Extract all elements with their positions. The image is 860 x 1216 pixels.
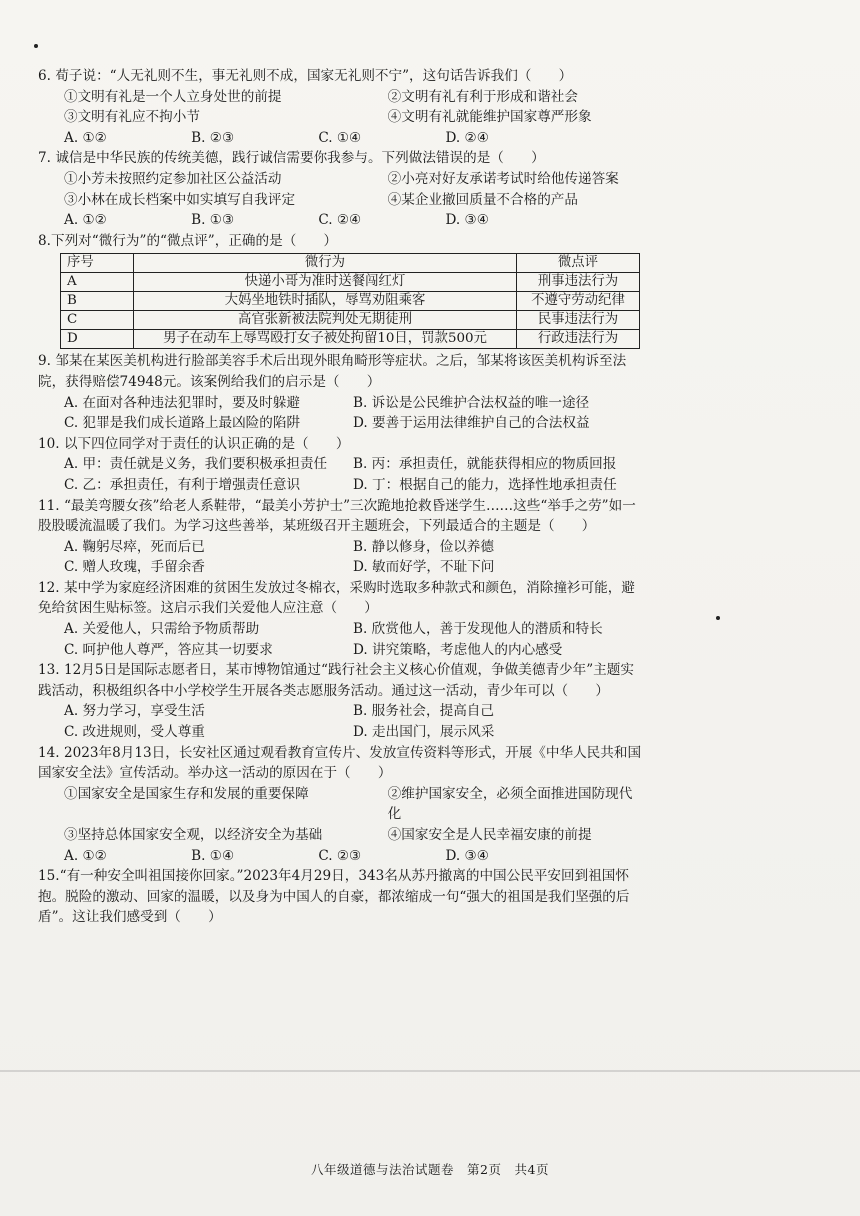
micro-behavior-table — [60, 253, 640, 349]
question-6 — [38, 66, 642, 148]
statement: ④文明有礼就能维护国家尊严形象 — [387, 109, 592, 126]
statement: ①小芳未按照约定参加社区公益活动 — [64, 170, 282, 187]
statement: ④某企业撤回质量不合格的产品 — [387, 191, 578, 208]
option-c: C. 赠人玫瑰，手留余香 — [64, 559, 205, 576]
question-9 — [38, 351, 642, 433]
statement: ③文明有礼应不拘小节 — [64, 109, 200, 126]
statement: ②小亮对好友承诺考试时给他传递答案 — [387, 170, 619, 187]
scan-speck — [716, 616, 720, 620]
question-12 — [38, 578, 642, 660]
statement: ②文明有礼有利于形成和谐社会 — [387, 88, 578, 105]
question-11 — [38, 496, 642, 578]
question-13 — [38, 660, 642, 742]
table-cell: 民事违法行为 — [517, 311, 640, 330]
table-row — [61, 330, 640, 349]
option-c: C. ②③ — [318, 847, 362, 864]
table-cell: 大妈坐地铁时插队，辱骂劝阻乘客 — [134, 292, 517, 311]
table-header-row — [61, 254, 640, 273]
scan-speck — [34, 44, 38, 48]
statement: ③小林在成长档案中如实填写自我评定 — [64, 191, 296, 208]
table-row — [61, 273, 640, 292]
statement: ④国家安全是人民幸福安康的前提 — [387, 827, 592, 843]
option-b: B. 静以修身，俭以养德 — [353, 538, 494, 555]
option-b: B. ②③ — [191, 129, 235, 146]
statement: ③坚持总体国家安全观，以经济安全为基础 — [64, 827, 323, 843]
question-stem: 6. 荀子说：“人无礼则不生，事无礼则不成，国家无礼则不宁”，这句话告诉我们（ ） — [38, 68, 573, 84]
table-header: 序号 — [61, 254, 134, 273]
table-cell: C — [61, 311, 134, 330]
question-10 — [38, 434, 642, 496]
question-7 — [38, 148, 642, 230]
option-a: A. 甲：责任就是义务，我们要积极承担责任 — [64, 456, 328, 473]
option-d: D. 要善于运用法律维护自己的合法权益 — [353, 415, 590, 432]
option-a: A. 关爱他人，只需给予物质帮助 — [64, 621, 260, 638]
question-stem: 9. 邹某在某医美机构进行脸部美容手术后出现外眼角畸形等症状。之后，邹某将该医美机构诉至法院，获得赔偿74948元。该案例给我们的启示是（ ） — [38, 353, 627, 390]
option-b: B. 诉讼是公民维护合法权益的唯一途径 — [353, 394, 590, 411]
question-stem: 14. 2023年8月13日，长安社区通过观看教育宣传片、发放宣传资料等形式，开展《中华人民共和国国家安全法》宣传活动。举办这一活动的原因在于（ ） — [38, 744, 642, 782]
option-a: A. ①② — [64, 129, 107, 146]
option-d: D. ③④ — [445, 212, 489, 229]
option-a: A. 努力学习，享受生活 — [64, 703, 205, 720]
statement: ①国家安全是国家生存和发展的重要保障 — [64, 785, 309, 802]
option-c: C. 犯罪是我们成长道路上最凶险的陷阱 — [64, 415, 301, 432]
table-cell: 刑事违法行为 — [517, 273, 640, 292]
option-d: D. 敏而好学，不耻下问 — [353, 559, 495, 576]
table-cell: 男子在动车上辱骂殴打女子被处拘留10日，罚款500元 — [134, 330, 517, 349]
statement: ②维护国家安全，必须全面推进国防现代化 — [387, 785, 633, 823]
question-stem: 7. 诚信是中华民族的传统美德，践行诚信需要你我参与。下列做法错误的是（ ） — [38, 150, 545, 167]
option-d: D. 走出国门，展示风采 — [353, 724, 495, 741]
table-cell: 高官张新被法院判处无期徒刑 — [134, 311, 517, 330]
option-c: C. 乙：承担责任，有利于增强责任意识 — [64, 476, 301, 493]
table-cell: A — [61, 273, 134, 292]
option-b: B. 服务社会，提高自己 — [353, 703, 494, 720]
question-stem: 12. 某中学为家庭经济困难的贫困生发放过冬棉衣，采购时选取多种款式和颜色，消除撞衫可能，避免给贫困生贴标签。这启示我们关爱他人应注意（ ） — [38, 579, 635, 617]
question-stem: 13. 12月5日是国际志愿者日，某市博物馆通过“践行社会主义核心价值观，争做美德青少年”主题实践活动，积极组织各中小学校学生开展各类志愿服务活动。通过这一活动，青少年可以（ ） — [38, 662, 634, 699]
question-8 — [38, 231, 642, 350]
option-c: C. 呵护他人尊严，答应其一切要求 — [64, 641, 273, 658]
question-list — [38, 66, 642, 928]
option-c: C. ①④ — [318, 129, 362, 146]
page-footer: 八年级道德与法治试题卷 第2页 共4页 — [311, 1162, 549, 1177]
table-cell: 行政违法行为 — [517, 330, 640, 349]
question-14 — [38, 743, 642, 867]
table-cell: B — [61, 292, 134, 311]
table-cell: 不遵守劳动纪律 — [517, 292, 640, 311]
bleed-through-text — [650, 60, 860, 960]
option-b: B. 丙：承担责任，就能获得相应的物质回报 — [353, 456, 617, 473]
option-a: A. 在面对各种违法犯罪时，要及时躲避 — [64, 394, 300, 411]
question-stem: 15.“有一种安全叫祖国接你回家。”2023年4月29日，343名从苏丹撤离的中国公民平安回到祖国怀抱。脱险的激动、回家的温暖，以及身为中国人的自豪，都浓缩成一句“强大的祖国是我们坚强的后盾”。这让我们感受到（ ） — [38, 868, 630, 926]
option-c: C. 改进规则，受人尊重 — [64, 724, 205, 741]
table-row — [61, 292, 640, 311]
question-stem: 11. “最美弯腰女孩”给老人系鞋带，“最美小芳护士”三次跪地抢救昏迷学生……这些“举手之劳”如一股股暖流温暖了我们。为学习这些善举，某班级召开主题班会，下列最适合的主题是（ ） — [38, 497, 636, 535]
option-d: D. ②④ — [445, 129, 489, 146]
option-d: D. 讲究策略，考虑他人的内心感受 — [353, 641, 563, 658]
table-row — [61, 311, 640, 330]
option-b: B. 欣赏他人，善于发现他人的潜质和特长 — [353, 621, 603, 638]
question-15 — [38, 866, 642, 928]
option-b: B. ①④ — [191, 847, 235, 864]
option-b: B. ①③ — [191, 212, 235, 229]
question-stem: 10. 以下四位同学对于责任的认识正确的是（ ） — [38, 435, 350, 452]
option-d: D. 丁：根据自己的能力，选择性地承担责任 — [353, 476, 617, 493]
question-stem: 8.下列对“微行为”的“微点评”，正确的是（ ） — [38, 232, 338, 249]
table-header: 微点评 — [517, 254, 640, 273]
table-cell: D — [61, 330, 134, 349]
table-header: 微行为 — [134, 254, 517, 273]
option-c: C. ②④ — [318, 212, 362, 229]
option-a: A. ①② — [64, 212, 107, 229]
option-a: A. 鞠躬尽瘁，死而后已 — [64, 538, 205, 555]
scan-edge-line — [0, 1070, 860, 1072]
option-a: A. ①② — [64, 847, 107, 864]
table-cell: 快递小哥为准时送餐闯红灯 — [134, 273, 517, 292]
option-d: D. ③④ — [445, 847, 489, 864]
statement: ①文明有礼是一个人立身处世的前提 — [64, 88, 282, 105]
